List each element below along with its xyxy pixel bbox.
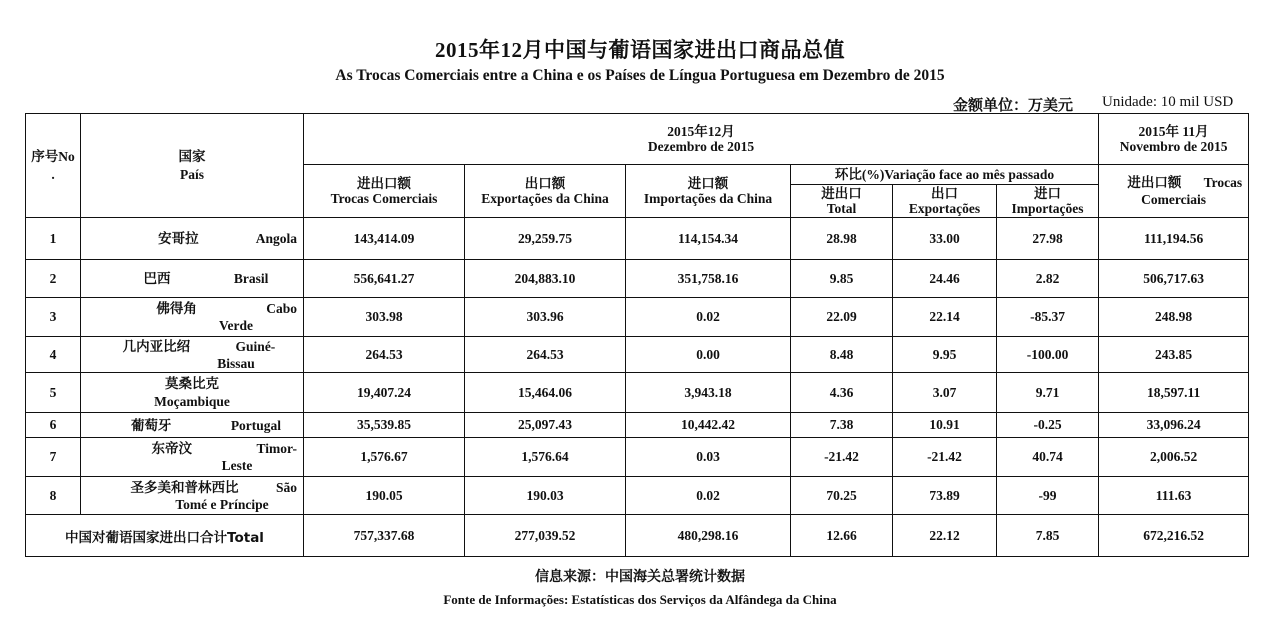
header-nov-pt: Novembro de 2015 [1119, 139, 1228, 154]
cell-trade: 19,407.24 [304, 373, 465, 413]
cell-country [81, 477, 304, 515]
cell-export: 303.96 [465, 298, 626, 337]
country-cn: 安哥拉 [158, 231, 199, 246]
country-cn: 葡萄牙 [130, 417, 172, 433]
header-import-cn: 进口额 [687, 176, 729, 191]
cell-var-imp: -99 [997, 477, 1099, 515]
country-pt-part2: Tomé e Príncipe [175, 496, 269, 512]
source-note-chinese: 信息来源：中国海关总署统计数据 [535, 569, 745, 585]
cell-var-imp: -85.37 [997, 298, 1099, 337]
total-var-total: 12.66 [791, 515, 893, 557]
cell-no: 3 [26, 298, 81, 337]
cell-nov-trade: 18,597.11 [1099, 373, 1249, 413]
header-nov-cn: 2015年 11月 [1138, 124, 1209, 139]
country-cn: 圣多美和普林西比 [130, 479, 239, 495]
total-var-imp: 7.85 [997, 515, 1099, 557]
cell-var-total: 70.25 [791, 477, 893, 515]
table-row [26, 477, 1249, 515]
total-var-exp: 22.12 [893, 515, 997, 557]
cell-export: 264.53 [465, 337, 626, 373]
cell-var-imp: -100.00 [997, 337, 1099, 373]
header-var-exp [893, 185, 997, 218]
cell-trade: 190.05 [304, 477, 465, 515]
total-export: 277,039.52 [465, 515, 626, 557]
cell-import: 0.03 [626, 438, 791, 477]
header-import [626, 165, 791, 218]
table-row [26, 337, 1249, 373]
cell-no: 1 [26, 218, 81, 260]
table-row [26, 413, 1249, 438]
table-row [26, 218, 1249, 260]
cell-var-total: 9.85 [791, 260, 893, 298]
cell-trade: 556,641.27 [304, 260, 465, 298]
header-no-dot: . [51, 166, 55, 182]
cell-nov-trade: 506,717.63 [1099, 260, 1249, 298]
page-title-portuguese: As Trocas Comerciais entre a China e os Países de Língua Portuguesa em Dezembro de 2015 [335, 67, 945, 84]
cell-export: 15,464.06 [465, 373, 626, 413]
header-nov-trade-pt2: Comerciais [1141, 192, 1207, 207]
cell-no: 5 [26, 373, 81, 413]
header-var-imp-cn: 进口 [1034, 186, 1062, 201]
country-cn: 佛得角 [156, 301, 197, 316]
cell-var-exp: 73.89 [893, 477, 997, 515]
cell-var-exp: 10.91 [893, 413, 997, 438]
header-trade [304, 165, 465, 218]
header-nov-trade-pt1: Trocas [1203, 175, 1243, 190]
cell-nov-trade: 243.85 [1099, 337, 1249, 373]
header-country [81, 114, 304, 218]
header-trade-pt: Trocas Comerciais [330, 191, 438, 206]
header-var-total-cn: 进出口 [821, 186, 862, 201]
cell-country [81, 260, 304, 298]
cell-trade: 143,414.09 [304, 218, 465, 260]
cell-import: 3,943.18 [626, 373, 791, 413]
header-country-cn: 国家 [178, 148, 206, 164]
country-pt-part1: São [275, 479, 297, 495]
header-variation: 环比(%)Variação face ao mês passado [791, 165, 1099, 185]
cell-var-total: 7.38 [791, 413, 893, 438]
country-pt: Angola [255, 231, 297, 246]
cell-var-total: 4.36 [791, 373, 893, 413]
cell-import: 10,442.42 [626, 413, 791, 438]
cell-var-imp: 27.98 [997, 218, 1099, 260]
cell-var-exp: 22.14 [893, 298, 997, 337]
country-pt-part1: Cabo [266, 301, 297, 316]
cell-var-exp: 24.46 [893, 260, 997, 298]
table-row [26, 298, 1249, 337]
header-var-imp-pt: Importações [1011, 201, 1084, 216]
header-country-pt: País [179, 166, 204, 182]
cell-export: 1,576.64 [465, 438, 626, 477]
cell-var-imp: -0.25 [997, 413, 1099, 438]
unit-label-portuguese: Unidade: 10 mil USD [1102, 94, 1234, 110]
header-var-total-pt: Total [826, 201, 857, 216]
country-pt-part2: Bissau [217, 355, 255, 371]
cell-var-total: 28.98 [791, 218, 893, 260]
cell-var-total: 22.09 [791, 298, 893, 337]
cell-var-exp: 3.07 [893, 373, 997, 413]
cell-var-total: 8.48 [791, 337, 893, 373]
cell-country [81, 438, 304, 477]
header-export-cn: 出口额 [524, 176, 566, 191]
header-nov-trade [1099, 165, 1249, 218]
table-row [26, 373, 1249, 413]
page-title-chinese: 2015年12月中国与葡语国家进出口商品总值 [435, 38, 845, 62]
cell-no: 7 [26, 438, 81, 477]
header-var-imp [997, 185, 1099, 218]
cell-var-imp: 2.82 [997, 260, 1099, 298]
country-cn: 巴西 [143, 271, 171, 286]
table-row [26, 260, 1249, 298]
unit-label-chinese: 金额单位：万美元 [953, 98, 1074, 114]
cell-import: 0.00 [626, 337, 791, 373]
country-pt-part1: Guiné- [235, 338, 276, 354]
table-row [26, 438, 1249, 477]
header-no [26, 114, 81, 218]
country-pt-part2: Verde [219, 318, 253, 333]
cell-nov-trade: 111.63 [1099, 477, 1249, 515]
header-export-pt: Exportações da China [481, 191, 609, 206]
header-december [304, 114, 1099, 165]
total-row [26, 515, 1249, 557]
country-pt-part1: Timor- [256, 441, 297, 456]
cell-no: 6 [26, 413, 81, 438]
cell-export: 190.03 [465, 477, 626, 515]
cell-country [81, 298, 304, 337]
total-label: 中国对葡语国家进出口合计Total [26, 515, 304, 557]
cell-import: 0.02 [626, 298, 791, 337]
cell-nov-trade: 111,194.56 [1099, 218, 1249, 260]
cell-export: 25,097.43 [465, 413, 626, 438]
header-dec-cn: 2015年12月 [667, 124, 735, 139]
cell-no: 4 [26, 337, 81, 373]
cell-export: 29,259.75 [465, 218, 626, 260]
header-trade-cn: 进出口额 [357, 176, 411, 191]
country-pt: Brasil [233, 271, 269, 286]
cell-var-imp: 9.71 [997, 373, 1099, 413]
cell-trade: 35,539.85 [304, 413, 465, 438]
cell-import: 114,154.34 [626, 218, 791, 260]
cell-nov-trade: 33,096.24 [1099, 413, 1249, 438]
cell-country [81, 373, 304, 413]
header-nov-trade-cn: 进出口额 [1127, 175, 1182, 190]
cell-var-exp: -21.42 [893, 438, 997, 477]
header-no-label: 序号No [31, 148, 75, 164]
cell-nov-trade: 2,006.52 [1099, 438, 1249, 477]
cell-trade: 303.98 [304, 298, 465, 337]
cell-nov-trade: 248.98 [1099, 298, 1249, 337]
cell-no: 8 [26, 477, 81, 515]
country-cn: 东帝汶 [151, 441, 192, 456]
cell-trade: 264.53 [304, 337, 465, 373]
cell-export: 204,883.10 [465, 260, 626, 298]
header-export [465, 165, 626, 218]
header-november [1099, 114, 1249, 165]
country-cn: 莫桑比克 [165, 375, 219, 391]
country-pt: Moçambique [154, 393, 230, 409]
cell-no: 2 [26, 260, 81, 298]
trade-table [25, 113, 1249, 557]
cell-import: 351,758.16 [626, 260, 791, 298]
cell-var-exp: 33.00 [893, 218, 997, 260]
cell-country [81, 337, 304, 373]
cell-var-total: -21.42 [791, 438, 893, 477]
source-note-portuguese: Fonte de Informações: Estatísticas dos Serviços da Alfândega da China [443, 592, 837, 607]
cell-trade: 1,576.67 [304, 438, 465, 477]
header-import-pt: Importações da China [643, 191, 773, 206]
header-dec-pt: Dezembro de 2015 [647, 139, 755, 154]
cell-var-imp: 40.74 [997, 438, 1099, 477]
total-nov-trade: 672,216.52 [1099, 515, 1249, 557]
cell-import: 0.02 [626, 477, 791, 515]
header-var-exp-pt: Exportações [908, 201, 981, 216]
header-var-exp-cn: 出口 [931, 186, 958, 201]
cell-var-exp: 9.95 [893, 337, 997, 373]
total-import: 480,298.16 [626, 515, 791, 557]
header-row-1 [26, 114, 1249, 165]
header-var-total [791, 185, 893, 218]
country-pt-part2: Leste [221, 458, 253, 473]
total-trade: 757,337.68 [304, 515, 465, 557]
country-pt: Portugal [230, 417, 282, 433]
cell-country [81, 218, 304, 260]
cell-country [81, 413, 304, 438]
country-cn: 几内亚比绍 [122, 338, 191, 354]
